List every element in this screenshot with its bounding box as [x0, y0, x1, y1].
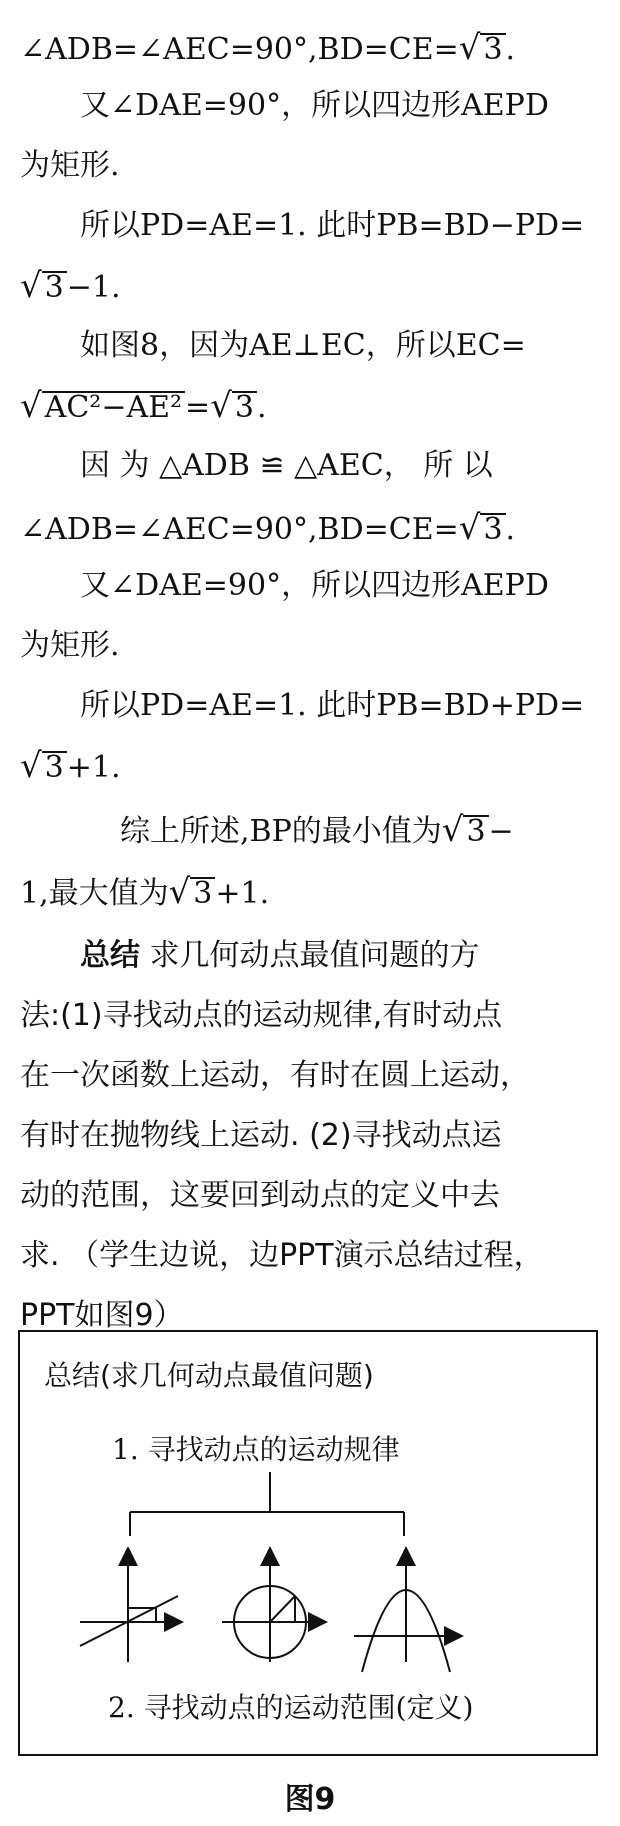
sqrt-sign: √	[441, 810, 464, 850]
text-segment: ∠ADB=∠AEC=90°,BD=CE=	[20, 512, 459, 547]
summary-line-5: 动的范围，这要回到动点的定义中去	[20, 1178, 500, 1213]
text-line-5	[20, 266, 605, 308]
parabola-graph-icon	[354, 1550, 460, 1672]
radicand: 3	[463, 815, 488, 847]
sqrt-sign: √	[458, 508, 481, 548]
text-line-6: 如图8，因为AE⊥EC，所以EC=	[80, 328, 526, 363]
figure-step-1: 1. 寻找动点的运动规律	[112, 1433, 400, 1466]
text-line-2: 又∠DAE=90°，所以四边形AEPD	[80, 88, 549, 123]
text-line-7	[20, 386, 605, 428]
text-line-4: 所以PD=AE=1. 此时PB=BD−PD=	[80, 208, 585, 243]
text-line-12: 所以PD=AE=1. 此时PB=BD+PD=	[80, 688, 585, 723]
radicand: 3	[42, 271, 67, 303]
text-segment: −	[488, 814, 514, 849]
bracket	[130, 1472, 404, 1536]
text-segment: +1.	[66, 750, 121, 785]
text-segment: .	[256, 390, 267, 425]
radicand: 3	[480, 513, 505, 545]
text-segment: .	[505, 32, 516, 67]
sqrt-sign: √	[458, 28, 481, 68]
radicand: 3	[232, 391, 257, 423]
figure-heading: 总结(求几何动点最值问题)	[44, 1359, 374, 1392]
text-segment: .	[505, 512, 516, 547]
sqrt-sign: √	[20, 386, 42, 426]
radicand: 3	[190, 877, 215, 909]
radicand: AC²−AE²	[42, 391, 185, 423]
sqrt-sign: √	[20, 746, 42, 786]
summary-line-1	[80, 936, 605, 976]
circle-graph-icon	[222, 1550, 324, 1662]
text-line-14	[120, 810, 605, 852]
text-line-1	[20, 28, 605, 70]
text-line-11: 为矩形.	[20, 628, 120, 663]
radicand: 3	[480, 33, 505, 65]
text-segment: =	[185, 390, 211, 425]
text-line-13	[20, 746, 605, 788]
text-line-8: 因 为 △ADB ≌ △AEC， 所 以	[80, 448, 493, 483]
text-line-10: 又∠DAE=90°，所以四边形AEPD	[80, 568, 549, 603]
figure-box	[18, 1330, 598, 1756]
text-line-9	[20, 508, 605, 550]
sqrt-sign: √	[20, 266, 42, 306]
text-line-3: 为矩形.	[20, 148, 120, 183]
summary-line-3: 在一次函数上运动，有时在圆上运动，	[20, 1058, 530, 1093]
text-segment: +1.	[215, 876, 270, 911]
sqrt-sign: √	[168, 872, 191, 912]
figure-caption: 图9	[284, 1782, 336, 1817]
summary-line-7: PPT如图9）	[20, 1298, 184, 1333]
summary-label: 总结	[80, 938, 140, 973]
summary-line-6: 求. （学生边说，边PPT演示总结过程，	[20, 1238, 544, 1273]
text-line-15	[20, 872, 605, 914]
text-segment: 综上所述,BP的最小值为	[120, 814, 442, 849]
text-segment: −1.	[66, 270, 121, 305]
summary-text: 求几何动点最值问题的方	[149, 938, 480, 973]
text-segment: ∠ADB=∠AEC=90°,BD=CE=	[20, 32, 459, 67]
figure-step-2: 2. 寻找动点的运动范围(定义)	[108, 1691, 474, 1724]
summary-line-4: 有时在抛物线上运动. (2)寻找动点运	[20, 1118, 502, 1153]
radicand: 3	[42, 751, 67, 783]
text-segment: 1,最大值为	[20, 876, 169, 911]
linear-function-graph-icon	[80, 1550, 180, 1662]
sqrt-sign: √	[210, 386, 232, 426]
summary-line-2: 法:(1)寻找动点的运动规律,有时动点	[20, 998, 503, 1033]
